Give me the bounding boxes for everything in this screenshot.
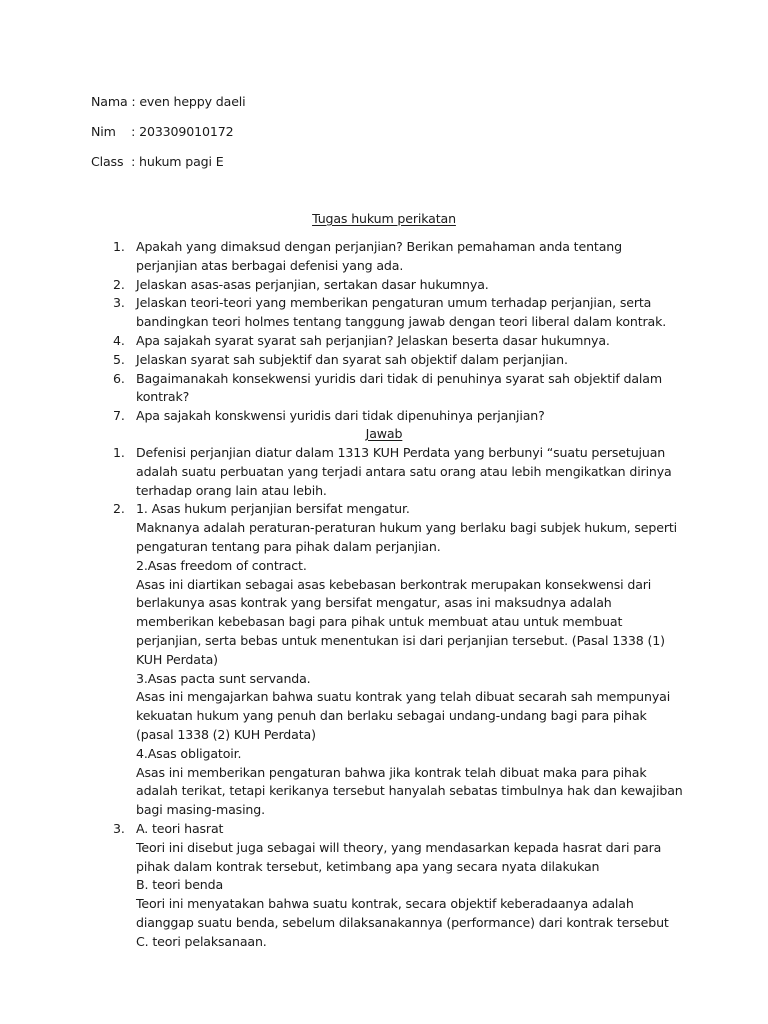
answer-item: 3. A. teori hasrat Teori ini disebut juga sebagai will theory, yang mendasarkan kepada hasrat dari para pihak dalam kontrak tersebut, ketimbang apa yang secara nyata dilakukan B. teori benda Teori ini menyatakan bahwa suatu kontrak, secara objektif keberadaanya adalah dianggap suatu benda, sebelum dilaksanakannya (performance) dari kontrak tersebut C. teori pelaksanaan. bbox=[113, 820, 669, 949]
question-item: 1. Apakah yang dimaksud dengan perjanjian? Berikan pemahaman anda tentang perjanjian atas berbagai defenisi yang ada. bbox=[113, 239, 622, 273]
question-item: 3. Jelaskan teori-teori yang memberikan pengaturan umum terhadap perjanjian, serta bandingkan teori holmes tentang tanggung jawab dengan teori liberal dalam kontrak. bbox=[113, 295, 667, 330]
answer-item: 1. Defenisi perjanjian diatur dalam 1313 KUH Perdata yang berbunyi “suatu persetujuan adalah suatu perbuatan yang terjadi antara satu orang atau lebih mengikatkan dirinya terhadap orang lain atau lebih. bbox=[113, 445, 672, 498]
question-item: 4. Apa sajakah syarat syarat sah perjanjian? Jelaskan beserta dasar hukumnya. bbox=[113, 332, 610, 348]
student-nim: Nim : 203309010172 bbox=[91, 124, 234, 139]
question-item: 6. Bagaimanakah konsekwensi yuridis dari tidak di penuhinya syarat sah objektif dalam kontrak? bbox=[113, 370, 662, 405]
answer-item: 2. 1. Asas hukum perjanjian bersifat mengatur. Maknanya adalah peraturan-peraturan hukum yang berlaku bagi subjek hukum, seperti pengaturan tentang para pihak dalam perjanjian. 2.Asas freedom of contract. Asas ini diartikan sebagai asas kebebasan berkontrak merupakan konsekwensi dari berlakunya asas kontrak yang bersifat mengatur, asas ini maksudnya adalah memberikan kebebasan bagi para pihak untuk membuat atau untuk membuat perjanjian, serta bebas untuk menentukan isi dari perjanjian tersebut. (Pasal 1338 (1) KUH Perdata) 3.Asas pacta sunt servanda. Asas ini mengajarkan bahwa suatu kontrak yang telah dibuat secarah sah mempunyai kekuatan hukum yang penuh dan berlaku sebagai undang-undang bagi para pihak (pasal 1338 (2) KUH Perdata) 4.Asas obligatoir. Asas ini memberikan pengaturan bahwa jika kontrak telah dibuat maka para pihak adalah terikat, tetapi kerikanya tersebut hanyalah sebatas timbulnya hak dan kewajiban bagi masing-masing. bbox=[113, 501, 683, 818]
assignment-title-text: Tugas hukum perikatan bbox=[312, 211, 456, 226]
student-class: Class : hukum pagi E bbox=[91, 154, 224, 169]
question-item: 2. Jelaskan asas-asas perjanjian, sertakan dasar hukumnya. bbox=[113, 276, 489, 292]
student-name: Nama : even heppy daeli bbox=[91, 94, 246, 109]
question-list bbox=[91, 238, 684, 426]
question-item: 7. Apa sajakah konskwensi yuridis dari tidak dipenuhinya perjanjian? bbox=[113, 408, 545, 424]
answer-title bbox=[0, 425, 768, 444]
assignment-title bbox=[0, 210, 768, 229]
question-item: 5. Jelaskan syarat sah subjektif dan syarat sah objektif dalam perjanjian. bbox=[113, 351, 568, 367]
answer-list bbox=[91, 444, 684, 952]
answer-title-text: Jawab bbox=[365, 426, 403, 441]
